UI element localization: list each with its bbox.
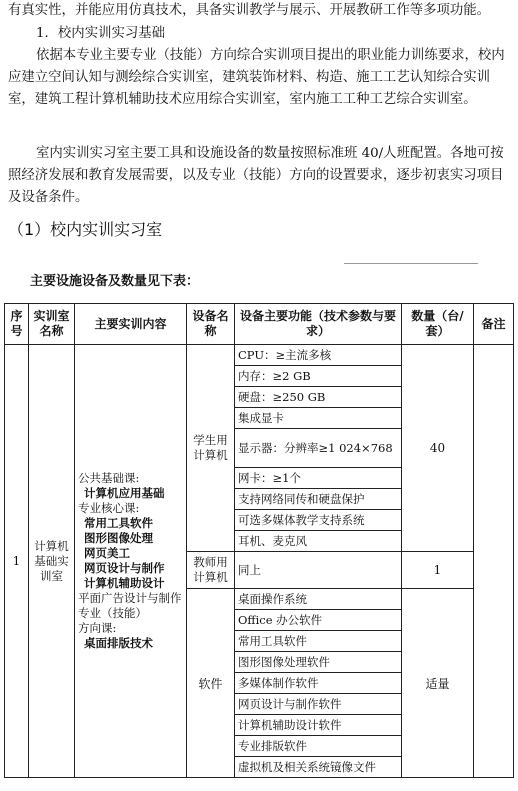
header-quantity: 数量（台/套） bbox=[402, 304, 474, 345]
cell-device-teacher: 教师用计算机 bbox=[187, 552, 235, 589]
equipment-table bbox=[4, 303, 514, 778]
divider-line bbox=[344, 263, 478, 264]
cell-device-software: 软件 bbox=[187, 589, 235, 778]
cell-function: 网页设计与制作软件 bbox=[235, 694, 402, 715]
subsection-heading: （1）校内实训实习室 bbox=[8, 220, 163, 239]
content-line: 平面广告设计与制作专业（技能） bbox=[78, 591, 182, 620]
content-line: 方向课: bbox=[78, 621, 117, 635]
cell-function: 计算机辅助设计软件 bbox=[235, 715, 402, 736]
cell-quantity-software: 适量 bbox=[402, 589, 474, 778]
cell-quantity-teacher: 1 bbox=[402, 552, 474, 589]
cell-function: 同上 bbox=[235, 552, 402, 589]
cell-note bbox=[474, 345, 514, 778]
table-row bbox=[5, 345, 514, 366]
cell-function: 桌面操作系统 bbox=[235, 589, 402, 610]
paragraph-requirements: 依据本专业主要专业（技能）方向综合实训项目提出的职业能力训练要求，校内应建立空间认知与测绘综合实训室，建筑装饰材料、构造、施工工艺认知综合实训室，建筑工程计算机辅助技术应用综合实训室，室内施工工种工艺综合实训室。 bbox=[8, 48, 505, 107]
paragraph-equipment: 室内实训实习室主要工具和设施设备的数量按照标准班 40/人班配置。各地可按照经济发展和教育发展需要，以及专业（技能）方向的设置要求，逐步初衷实习项目及设备条件。 bbox=[8, 146, 504, 205]
table-caption: 主要设施设备及数量见下表： bbox=[30, 274, 200, 289]
cell-function: 支持网络同传和硬盘保护 bbox=[235, 489, 402, 510]
cell-function: 虚拟机及相关系统镜像文件 bbox=[235, 757, 402, 778]
content-line: 常用工具软件 bbox=[84, 516, 153, 530]
header-content: 主要实训内容 bbox=[75, 304, 187, 345]
content-line: 专业核心课: bbox=[78, 501, 140, 515]
cell-function: 专业排版软件 bbox=[235, 736, 402, 757]
header-seq: 序号 bbox=[5, 304, 29, 345]
header-device: 设备名称 bbox=[187, 304, 235, 345]
cell-function: 耳机、麦克风 bbox=[235, 531, 402, 552]
cell-function: 网卡：≥1个 bbox=[235, 468, 402, 489]
cell-device-student: 学生用计算机 bbox=[187, 345, 235, 552]
content-line: 桌面排版技术 bbox=[84, 636, 153, 650]
content-line: 计算机辅助设计 bbox=[84, 576, 165, 590]
cell-function: 硬盘：≥250 GB bbox=[235, 387, 402, 408]
cell-function: CPU：≥主流多核 bbox=[235, 345, 402, 366]
cell-function: Office 办公软件 bbox=[235, 610, 402, 631]
content-line: 网页美工 bbox=[84, 546, 130, 560]
paragraph-intro: 有真实性，并能应用仿真技术，具备实训教学与展示、开展教研工作等多项功能。 bbox=[8, 3, 491, 18]
header-function: 设备主要功能（技术参数与要求） bbox=[235, 304, 402, 345]
cell-room: 计算机基础实训室 bbox=[29, 345, 75, 778]
cell-function: 图形图像处理软件 bbox=[235, 652, 402, 673]
cell-function: 内存：≥2 GB bbox=[235, 366, 402, 387]
cell-quantity-student: 40 bbox=[402, 345, 474, 552]
cell-seq: 1 bbox=[5, 345, 29, 778]
cell-content bbox=[75, 345, 187, 778]
table-header-row bbox=[5, 304, 514, 345]
content-line: 公共基础课: bbox=[78, 471, 140, 485]
cell-function: 集成显卡 bbox=[235, 408, 402, 429]
content-line: 图形图像处理 bbox=[84, 531, 153, 545]
cell-function: 常用工具软件 bbox=[235, 631, 402, 652]
cell-function: 多媒体制作软件 bbox=[235, 673, 402, 694]
section-heading: 1．校内实训实习基础 bbox=[36, 26, 166, 41]
header-room: 实训室名称 bbox=[29, 304, 75, 345]
header-note: 备注 bbox=[474, 304, 514, 345]
content-line: 网页设计与制作 bbox=[84, 561, 165, 575]
cell-function: 显示器：分辨率≥1 024×768 bbox=[235, 429, 402, 468]
cell-function: 可选多媒体教学支持系统 bbox=[235, 510, 402, 531]
content-line: 计算机应用基础 bbox=[84, 486, 165, 500]
